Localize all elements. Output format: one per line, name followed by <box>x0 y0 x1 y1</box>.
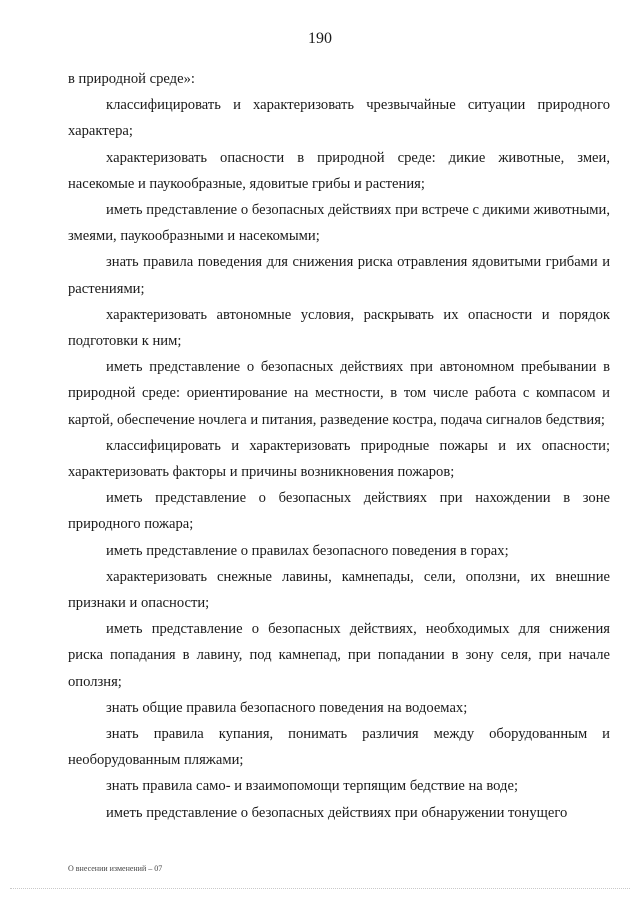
paragraph: характеризовать опасности в природной среде: дикие животные, змеи, насекомые и паукообразные, ядовитые грибы и растения; <box>68 149 610 192</box>
paragraph: знать правила поведения для снижения риска отравления ядовитыми грибами и растениями; <box>68 254 610 297</box>
paragraph: характеризовать снежные лавины, камнепады, сели, оползни, их внешние признаки и опасности; <box>68 568 610 612</box>
paragraph: иметь представление о безопасных действиях при нахождении в зоне природного пожара; <box>68 490 610 533</box>
page-number: 190 <box>308 30 332 47</box>
paragraph: иметь представление о безопасных действиях при обнаружении тонущего <box>106 804 568 821</box>
scan-artifact-line <box>10 888 630 889</box>
paragraph: характеризовать автономные условия, раскрывать их опасности и порядок подготовки к ним; <box>68 306 610 350</box>
paragraph: знать правила купания, понимать различия между оборудованным и необорудованным пляжами; <box>68 726 610 769</box>
paragraph: в природной среде»: <box>68 71 195 87</box>
paragraph: иметь представление о правилах безопасного поведения в горах; <box>106 542 509 559</box>
footer-note: О внесении изменений – 07 <box>68 864 163 873</box>
paragraph: знать общие правила безопасного поведения на водоемах; <box>106 699 468 716</box>
paragraph: классифицировать и характеризовать чрезвычайные ситуации природного характера; <box>68 97 610 140</box>
paragraph: знать правила само- и взаимопомощи терпящим бедствие на воде; <box>106 778 519 795</box>
paragraph: иметь представление о безопасных действиях при встрече с дикими животными, змеями, паукообразными и насекомыми; <box>68 202 610 245</box>
paragraph: иметь представление о безопасных действиях, необходимых для снижения риска попадания в лавину, под камнепад, при попадании в зону селя, при начале оползня; <box>68 621 610 690</box>
paragraph: иметь представление о безопасных действиях при автономном пребывании в природной среде: ориентирование на местности, в том числе работа с компасом и картой, обеспечение ночлега и питания, разведение костра, подача сигналов бедствия; <box>68 359 610 428</box>
document-body <box>68 66 610 826</box>
paragraph: классифицировать и характеризовать природные пожары и их опасности; характеризовать факторы и причины возникновения пожаров; <box>68 437 610 481</box>
